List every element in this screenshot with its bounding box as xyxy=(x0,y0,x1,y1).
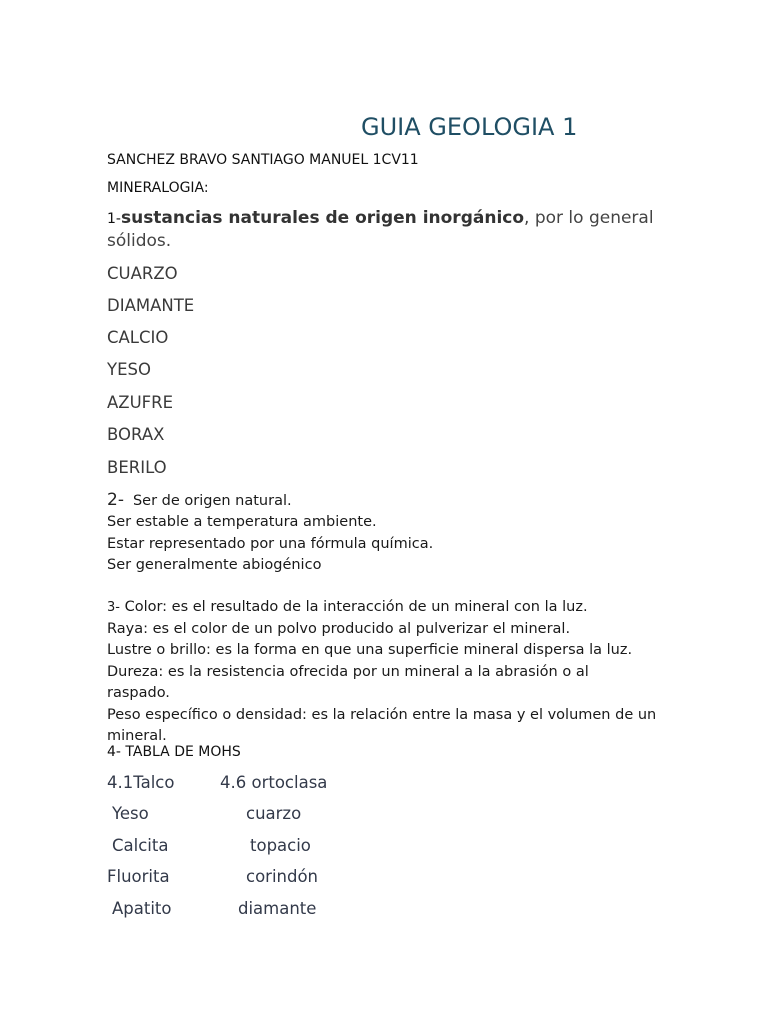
mohs-left-item: Apatito xyxy=(112,899,172,918)
mohs-left-item: Calcita xyxy=(112,836,169,855)
mineral-item: CUARZO xyxy=(107,264,178,283)
question-1-number: 1- xyxy=(107,211,121,227)
question-1-bold: sustancias naturales de origen inorgánico xyxy=(120,208,525,228)
mineral-item: YESO xyxy=(107,360,151,379)
author-line: SANCHEZ BRAVO SANTIAGO MANUEL 1CV11 xyxy=(107,152,419,168)
question-3-line: Dureza: es la resistencia ofrecida por un mineral a la abrasión o al raspado. xyxy=(107,663,589,701)
question-3-line: Peso específico o densidad: es la relación entre la masa y el volumen de un mineral. xyxy=(107,706,657,744)
question-1 xyxy=(107,207,667,252)
question-3-line: Lustre o brillo: es la forma en que una superficie mineral dispersa la luz. xyxy=(107,642,633,658)
mohs-right-item: corindón xyxy=(246,867,319,886)
mineral-item: CALCIO xyxy=(107,328,169,347)
question-2-line: Estar representado por una fórmula química. xyxy=(107,536,434,552)
mohs-right-item: cuarzo xyxy=(246,804,302,823)
mohs-right-item: topacio xyxy=(250,836,311,855)
mineral-item: BORAX xyxy=(107,425,165,444)
mineral-item: BERILO xyxy=(107,458,167,477)
mineral-item: DIAMANTE xyxy=(107,296,195,315)
mohs-right-item: 4.6 ortoclasa xyxy=(220,773,328,792)
question-2-line: Ser de origen natural. xyxy=(132,493,292,509)
question-2-number: 2- xyxy=(107,490,124,510)
mohs-left-item: Fluorita xyxy=(107,867,170,886)
question-3 xyxy=(107,597,667,748)
mineral-item: AZUFRE xyxy=(107,393,174,412)
question-3-line: Raya: es el color de un polvo producido al pulverizar el mineral. xyxy=(107,620,571,637)
mohs-right-item: diamante xyxy=(238,899,317,918)
question-3-number: 3- xyxy=(107,600,120,615)
section-heading: MINERALOGIA: xyxy=(107,180,209,196)
question-2-line: Ser estable a temperatura ambiente. xyxy=(107,514,377,530)
document-title: GUIA GEOLOGIA 1 xyxy=(361,113,578,141)
question-3-first-line xyxy=(107,597,667,619)
mohs-left-item: 4.1Talco xyxy=(107,773,175,792)
question-2-line: Ser generalmente abiogénico xyxy=(107,557,322,573)
question-1-rest: , por lo general sólidos. xyxy=(107,208,654,251)
mohs-left-item: Yeso xyxy=(112,804,149,823)
question-2-first-line xyxy=(107,490,292,513)
question-4-heading: 4- TABLA DE MOHS xyxy=(107,744,241,760)
question-3-color: Color: es el resultado de la interacción de un mineral con la luz. xyxy=(119,599,588,615)
